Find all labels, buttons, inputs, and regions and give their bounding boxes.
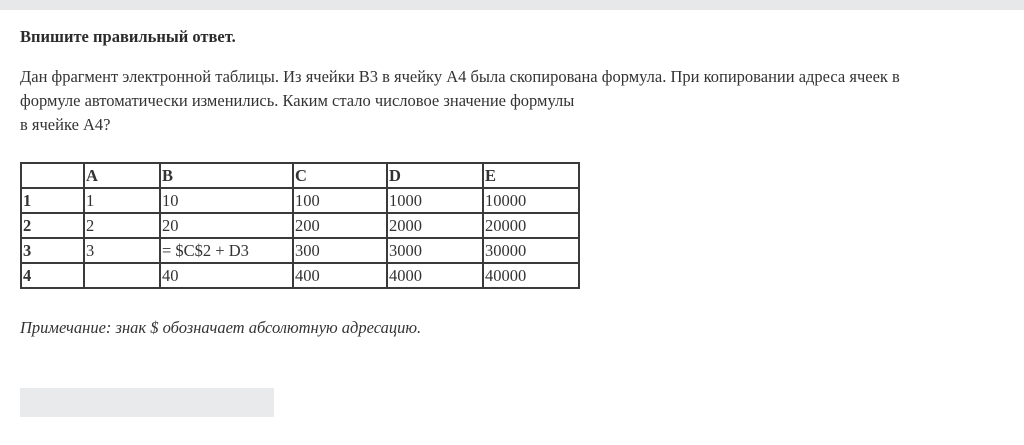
table-cell: 40000 — [483, 263, 579, 288]
table-cell: 100 — [293, 188, 387, 213]
task-instruction: Впишите правильный ответ. — [20, 27, 236, 46]
task-content — [20, 26, 1004, 339]
table-cell: 2000 — [387, 213, 483, 238]
table-row — [21, 188, 579, 213]
table-cell: 300 — [293, 238, 387, 263]
table-cell: 10 — [160, 188, 293, 213]
table-cell: 3000 — [387, 238, 483, 263]
table-row — [21, 263, 579, 288]
table-cell: 2 — [84, 213, 160, 238]
question-line-2: формуле автоматически изменились. Каким стало числовое значение формулы — [20, 91, 575, 110]
table-cell: 20 — [160, 213, 293, 238]
table-cell: 1 — [84, 188, 160, 213]
table-cell: 200 — [293, 213, 387, 238]
corner-cell — [21, 163, 84, 188]
row-header: 1 — [21, 188, 84, 213]
formula-cell: = $C$2 + D3 — [160, 238, 293, 263]
question-line-1: Дан фрагмент электронной таблицы. Из ячейки B3 в ячейку A4 была скопирована формула. При копировании адреса ячеек в — [20, 67, 900, 86]
table-cell: 10000 — [483, 188, 579, 213]
target-cell-a4 — [84, 263, 160, 288]
answer-input[interactable] — [20, 388, 274, 417]
question-line-3: в ячейке A4? — [20, 115, 111, 134]
table-row — [21, 213, 579, 238]
note-text: Примечание: знак $ обозначает абсолютную адресацию. — [20, 318, 422, 337]
table-cell: 400 — [293, 263, 387, 288]
spreadsheet-table — [20, 162, 580, 289]
row-header: 4 — [21, 263, 84, 288]
column-header-b: B — [160, 163, 293, 188]
column-header-d: D — [387, 163, 483, 188]
column-header-e: E — [483, 163, 579, 188]
row-header: 2 — [21, 213, 84, 238]
top-bar — [0, 0, 1024, 10]
table-header-row — [21, 163, 579, 188]
table-cell: 30000 — [483, 238, 579, 263]
table-row — [21, 238, 579, 263]
table-cell: 40 — [160, 263, 293, 288]
column-header-c: C — [293, 163, 387, 188]
question-text — [20, 65, 1004, 137]
table-cell: 1000 — [387, 188, 483, 213]
row-header: 3 — [21, 238, 84, 263]
column-header-a: A — [84, 163, 160, 188]
table-cell: 20000 — [483, 213, 579, 238]
table-cell: 4000 — [387, 263, 483, 288]
table-cell: 3 — [84, 238, 160, 263]
